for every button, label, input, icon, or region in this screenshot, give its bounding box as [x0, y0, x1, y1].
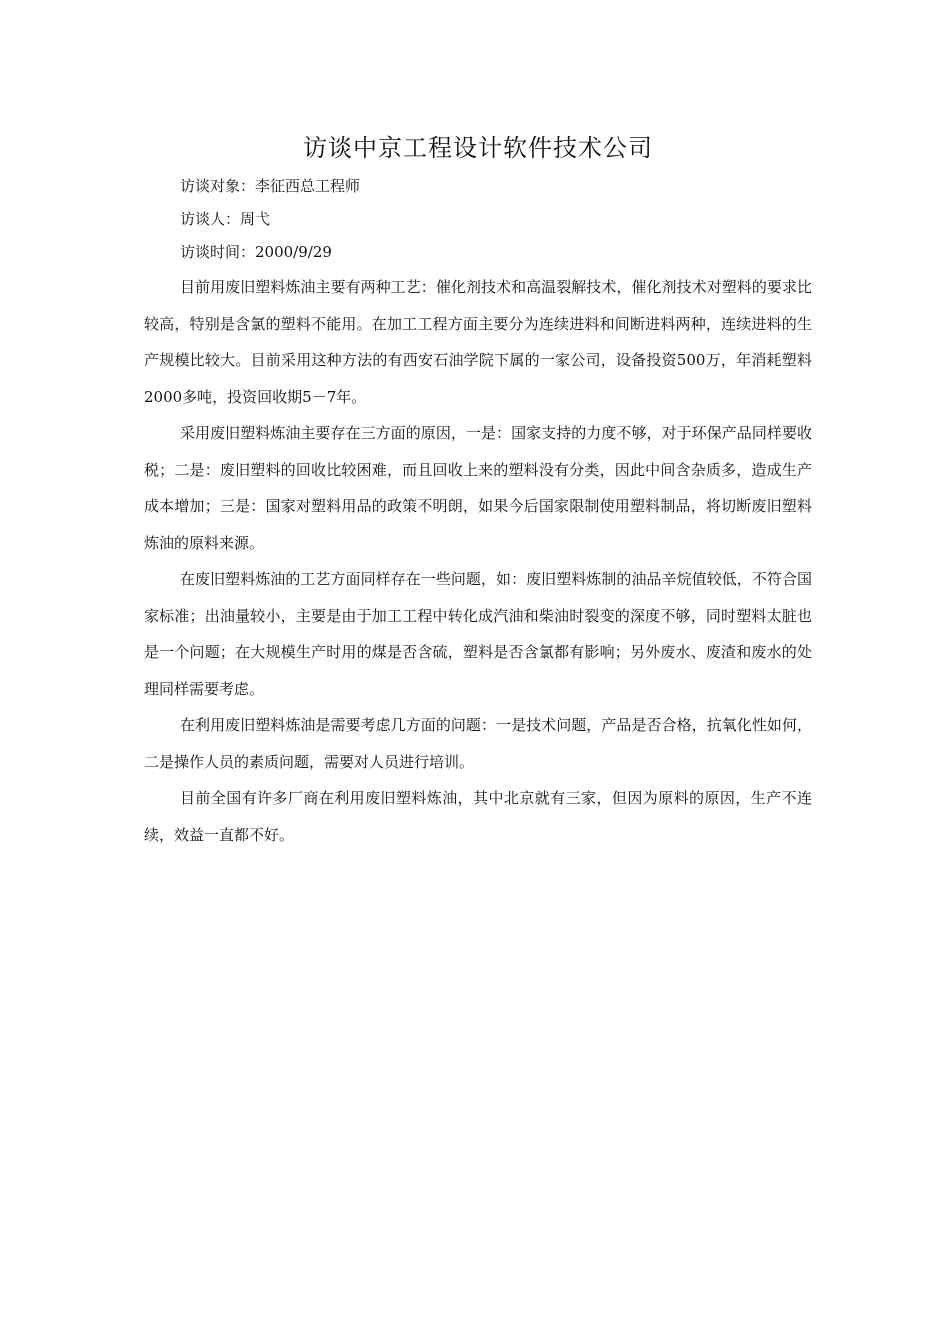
interviewer: 访谈人：周弋	[180, 210, 271, 228]
paragraph-2: 采用废旧塑料炼油主要存在三方面的原因，一是：国家支持的力度不够，对于环保产品同样要收税；二是：废旧塑料的回收比较困难，而且回收上来的塑料没有分类，因此中间含杂质多，造成生产成本增加；三是：国家对塑料用品的政策不明朗，如果今后国家限制使用塑料制品，将切断废旧塑料炼油的原料来源。	[144, 424, 812, 552]
paragraph-3: 在废旧塑料炼油的工艺方面同样存在一些问题，如：废旧塑料炼制的油品辛烷值较低，不符合国家标准；出油量较小，主要是由于加工工程中转化成汽油和柴油时裂变的深度不够，同时塑料太脏也是一个问题；在大规模生产时用的煤是否含硫，塑料是否含氯都有影响；另外废水、废渣和废水的处理同样需要考虑。	[144, 570, 812, 698]
paragraph-4: 在利用废旧塑料炼油是需要考虑几方面的问题：一是技术问题，产品是否合格，抗氧化性如何，二是操作人员的素质问题，需要对人员进行培训。	[144, 716, 812, 771]
paragraph-5: 目前全国有许多厂商在利用废旧塑料炼油，其中北京就有三家，但因为原料的原因，生产不连续，效益一直都不好。	[144, 789, 812, 844]
interview-time: 访谈时间：2000/9/29	[180, 243, 332, 261]
interview-subject: 访谈对象：李征西总工程师	[180, 177, 361, 195]
document-page	[144, 128, 812, 853]
paragraph-1: 目前用废旧塑料炼油主要有两种工艺：催化剂技术和高温裂解技术，催化剂技术对塑料的要求比较高，特别是含氯的塑料不能用。在加工工程方面主要分为连续进料和间断进料两种，连续进料的生产规模比较大。目前采用这种方法的有西安石油学院下属的一家公司，设备投资500万，年消耗塑料2000多吨，投资回收期5－7年。	[144, 278, 812, 406]
document-title: 访谈中京工程设计软件技术公司	[303, 134, 653, 162]
